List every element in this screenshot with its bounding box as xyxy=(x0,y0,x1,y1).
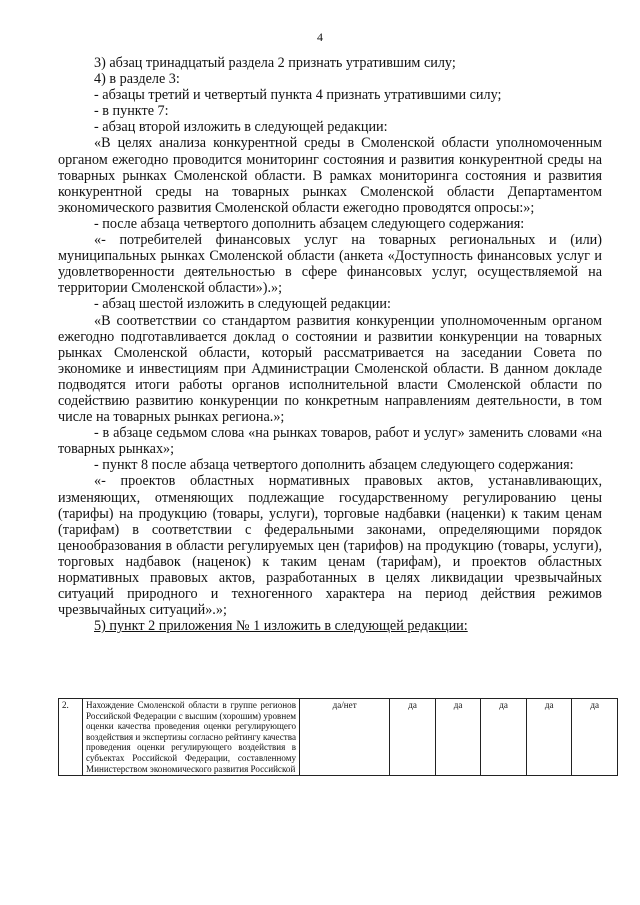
paragraph: «В соответствии со стандартом развития конкуренции уполномоченным органом ежегодно подготавливается доклад о состоянии и развитии конкуренции на товарных рынках Смоленской области, который рассматривается на заседании Совета по экономике и инвестициям при Администрации Смоленской области. В данном докладе подводятся итоги работы органов исполнительной власти Смоленской области по содействию развитию конкуренции по конкретным направлениям деятельности, в том числе на товарных рынках региона.»; xyxy=(58,312,602,426)
row-value: да xyxy=(572,699,618,776)
paragraph: - пункт 8 после абзаца четвертого дополнить абзацем следующего содержания: xyxy=(94,457,574,474)
paragraph: «- проектов областных нормативных правовых актов, устанавливающих, изменяющих, отменяющих подлежащие государственному регулированию цены (тарифы) на продукцию (товары, услуги), торговые надбавки (наценки) к таким ценам (тарифам) в соответствии с федеральными законами, определяющими порядок ценообразования в области регулируемых цен (тарифов) на продукцию (товары, услуги), торговых надбавок (наценок) к таким ценам (тарифам), и проектов областных нормативных правовых актов, разработанных в целях ликвидации чрезвычайных ситуаций природного и техногенного характера на период действия режимов чрезвычайных ситуаций».»; xyxy=(58,473,602,619)
paragraph: - в абзаце седьмом слова «на рынках товаров, работ и услуг» заменить словами «на товарных рынках»; xyxy=(58,425,602,458)
paragraph: 3) абзац тринадцатый раздела 2 признать утратившим силу; xyxy=(94,55,456,71)
table-row xyxy=(59,699,618,776)
row-value: да xyxy=(481,699,527,776)
page-number: 4 xyxy=(317,30,323,44)
row-value: да xyxy=(435,699,481,776)
row-unit: да/нет xyxy=(300,699,390,776)
row-description: Нахождение Смоленской области в группе регионов Российской Федерации с высшим (хорошим) уровнем оценки качества проведения оценки регулирующего воздействия и экспертизы согласно рейтингу качества проведения оценки регулирующего воздействия в субъектах Российской Федерации, составленному Министерством экономического развития Российской xyxy=(83,699,300,776)
paragraph: - абзац шестой изложить в следующей редакции: xyxy=(94,296,391,313)
row-value: да xyxy=(526,699,572,776)
paragraph: «- потребителей финансовых услуг на товарных региональных и (или) муниципальных рынках Смоленской области (анкета «Доступность финансовых услуг и удовлетворенности деятельностью в сфере финансовых услуг, осуществляемой на территории Смоленской области»).»; xyxy=(58,232,602,297)
paragraph: 4) в разделе 3: xyxy=(94,71,180,88)
document-body xyxy=(58,55,602,634)
paragraph: - абзац второй изложить в следующей редакции: xyxy=(94,119,388,136)
paragraph: - в пункте 7: xyxy=(94,103,169,120)
paragraph: - абзацы третий и четвертый пункта 4 признать утратившими силу; xyxy=(94,87,502,104)
paragraph: «В целях анализа конкурентной среды в Смоленской области уполномоченным органом ежегодно проводится мониторинг состояния и развития конкурентной среды на товарных рынках Смоленской области. В рамках мониторинга состояния и развития конкурентной среды на товарных рынках Смоленской области Департаментом экономического развития Смоленской области ежегодно проводятся опросы:»; xyxy=(58,135,602,216)
row-number: 2. xyxy=(59,699,83,776)
row-value: да xyxy=(390,699,436,776)
appendix-table xyxy=(58,698,618,776)
paragraph: - после абзаца четвертого дополнить абзацем следующего содержания: xyxy=(94,215,525,232)
paragraph: 5) пункт 2 приложения № 1 изложить в следующей редакции: xyxy=(94,618,468,635)
